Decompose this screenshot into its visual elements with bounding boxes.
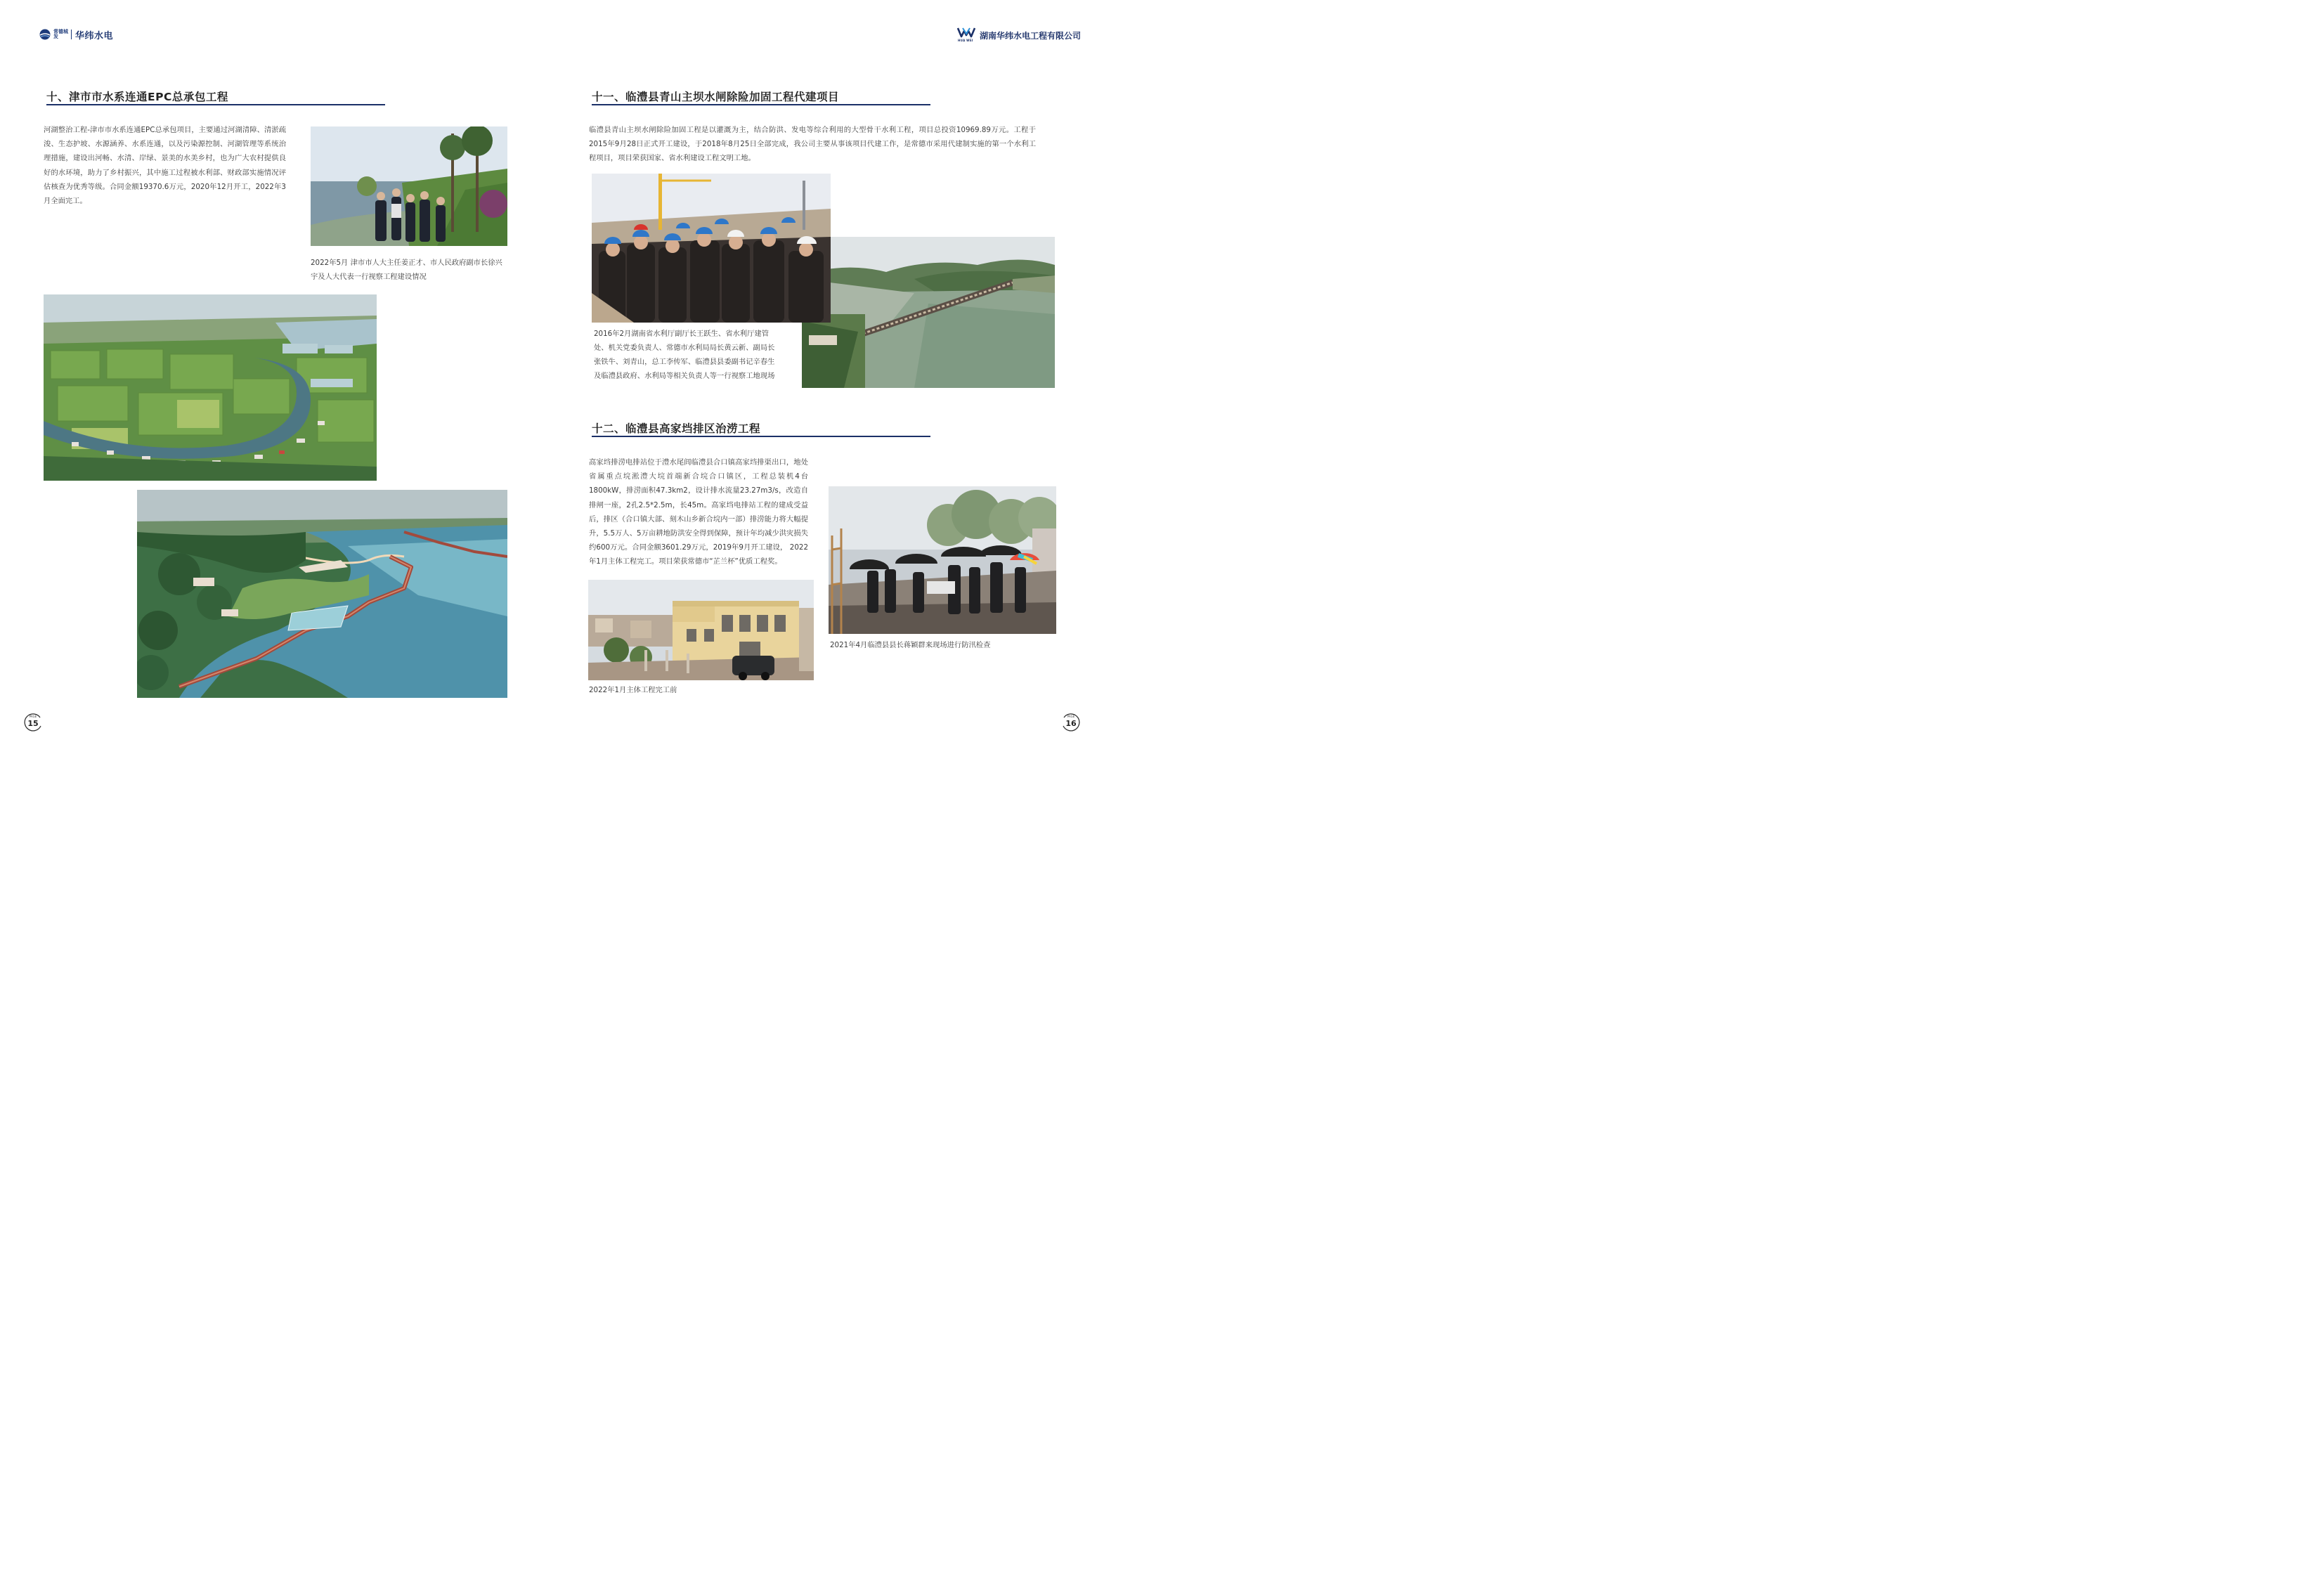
- page-label-left: PAGE: [29, 715, 37, 718]
- page-number-left: [23, 712, 43, 732]
- huawei-logo: [957, 27, 975, 44]
- page-num-left: 15: [27, 719, 39, 728]
- page-label-right: PAGE: [1067, 715, 1075, 718]
- page-num-right: 16: [1065, 719, 1077, 728]
- left-brand-name: 华纬水电: [75, 30, 114, 41]
- caption-gaojiadang-pump-station: 2022年1月主体工程完工前: [589, 686, 677, 694]
- photo-gaojiadang-pump-station: [588, 580, 814, 680]
- photo-jinshi-lake-park: [137, 490, 507, 698]
- section-10-heading: 十、津市市水系连通EPC总承包工程: [46, 91, 228, 103]
- section-11-body: 临澧县青山主坝水闸除险加固工程是以灌溉为主，结合防洪、发电等综合利用的大型骨干水利工程，项目总投资10969.89万元。工程于2015年9月28日正式开工建设，于2018年8月25日全部完成，我公司主要从事该项目代建工作，是常德市采用代建制实施的第一个水利工程项目，项目荣获国家、省水利建设工程文明工地。: [589, 126, 1036, 163]
- section-11-heading: 十一、临澧县青山主坝水闸除险加固工程代建项目: [592, 91, 840, 103]
- photo-jinshi-aerial-farmland: [44, 294, 377, 481]
- section-11-rule: [592, 104, 930, 105]
- page-number-right: [1061, 712, 1081, 732]
- photo-qingshan-officials: [592, 174, 831, 323]
- photo-jinshi-inspection: [311, 126, 507, 246]
- company-name: 湖南华纬水电工程有限公司: [980, 30, 1082, 41]
- photo-gaojiadang-flood-inspection: [829, 486, 1056, 634]
- huawei-logo-sub: HUA WEI: [958, 39, 973, 42]
- huawei-w-icon: [957, 27, 975, 39]
- section-10-body: 河湖整治工程-津市市水系连通EPC总承包项目，主要通过河湖清障、清淤疏浚、生态护坡、水源涵养、水系连通，以及污染源控制、河湖管理等系统治理措施，建设出河畅、水清、岸绿、景美的水美乡村，也为广大农村提供良好的水环境，助力了乡村振兴，其中施工过程被水利部、财政部实施情况评估核查为优秀等级。合同金额19370.6万元，2020年12月开工，2022年3月全面完工。: [44, 126, 286, 206]
- left-brand: [39, 27, 113, 42]
- section-12-rule: [592, 436, 930, 437]
- section-12-heading: 十二、临澧县高家垱排区治涝工程: [592, 422, 761, 435]
- caption-jinshi-inspection: 2022年5月 津市市人大主任姜正才、市人民政府副市长徐兴宇及人大代表一行视察工程建设情况: [311, 259, 502, 281]
- caption-gaojiadang-flood-inspection: 2021年4月临澧县县长蒋颖群来现场进行防汛检查: [830, 641, 991, 649]
- left-brand-small: 常德城发: [53, 29, 68, 39]
- section-10-rule: [46, 104, 385, 105]
- section-12-body: 高家垱排涝电排站位于澧水尾闾临澧县合口镇高家垱排渠出口，地处省属重点垸淞澧大垸首端新合垸合口镇区，工程总装机4台1800kW，排涝面积47.3km2，设计排水流量23.27m3/s，改造自排闸一座，2孔2.5*2.5m，长45m。高家垱电排站工程的建成受益后，排区（合口镇大部、刻木山乡新合垸内一部）排涝能力将大幅提升，5.5万人、5万亩耕地防洪安全得到保障，预计年均减少洪灾损失约600万元。合同金额3601.29万元，2019年9月开工建设， 2022年1月主体工程完工。项目荣获常德市“芷兰杯”优质工程奖。: [589, 458, 808, 566]
- photo-qingshan-sluice-dam: [802, 237, 1055, 388]
- brand-globe-icon: [39, 29, 51, 40]
- brochure-spread: [0, 0, 1093, 741]
- caption-qingshan-officials: 2016年2月湖南省水利厅副厅长王跃生、省水利厅建管处、机关党委负责人、常德市水利局局长黄云新、副局长张铁牛、刘青山，总工李传军、临澧县县委副书记辛春生及临澧县政府、水利局等相关负责人等一行视察工地现场: [594, 330, 775, 380]
- brand-divider: [71, 30, 72, 39]
- right-brand: [957, 27, 1081, 44]
